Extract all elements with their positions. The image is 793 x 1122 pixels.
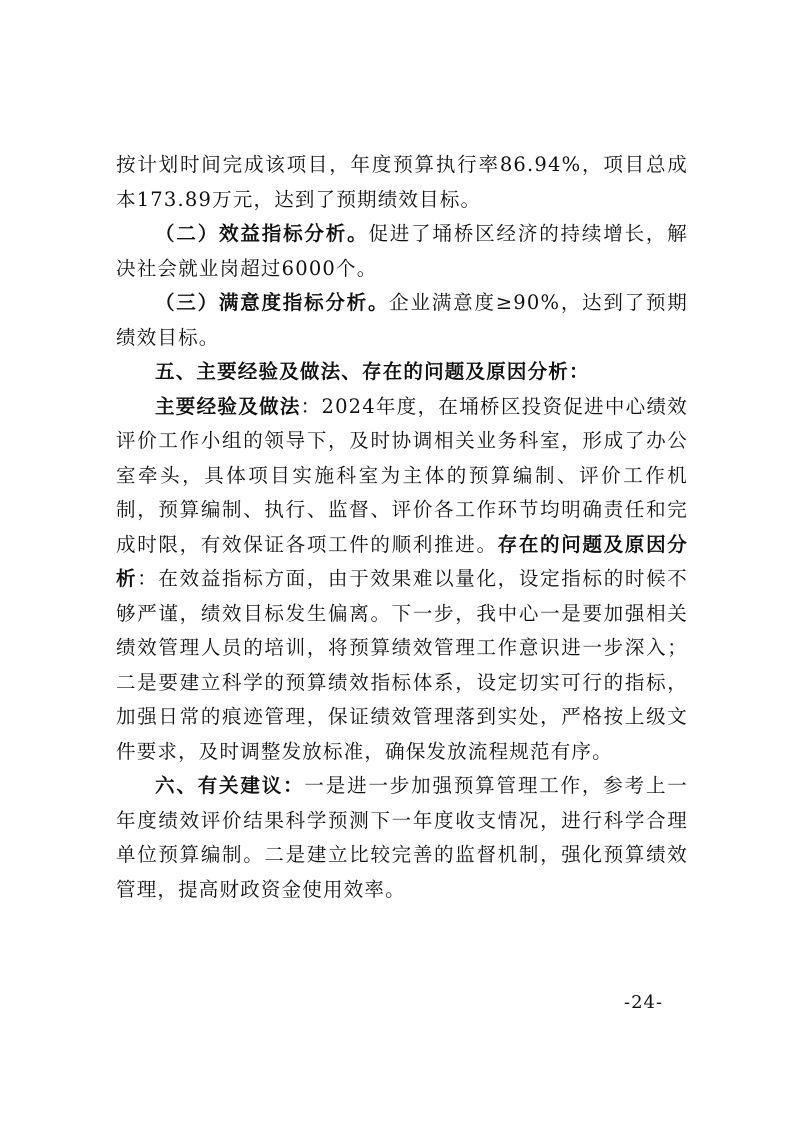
- paragraph-text: 按计划时间完成该项目，年度预算执行率86.94%，项目总成本173.89万元，达到了预期绩效目标。: [116, 153, 688, 211]
- document-body: [116, 148, 688, 907]
- paragraph-text: ：在效益指标方面，由于效果难以量化，设定指标的时候不够严谨，绩效目标发生偏离。下一步，我中心一是要加强相关绩效管理人员的培训，将预算绩效管理工作意识进一步深入；二是要建立科学的预算绩效指标体系，设定切实可行的指标，加强日常的痕迹管理，保证绩效管理落到实处，严格按上级文件要求，及时调整发放标准，确保发放流程规范有序。: [116, 567, 689, 763]
- paragraph-text: 企业满意度≥90%，达到了预期绩效目标。: [116, 291, 689, 349]
- section-heading-satisfaction: （三）满意度指标分析。: [155, 291, 390, 314]
- page-number: -24-: [624, 992, 664, 1013]
- subheading-problems: 存在的问题及原因分析: [116, 532, 688, 590]
- paragraph-benefit-analysis: [116, 217, 688, 286]
- paragraph-text: 促进了埇桥区经济的持续增长，解决社会就业岗超过6000个。: [116, 222, 688, 280]
- section-heading-suggestions: 六、有关建议：: [155, 774, 305, 797]
- paragraph-satisfaction-analysis: [116, 286, 688, 355]
- paragraph-text: ：2024年度，在埇桥区投资促进中心绩效评价工作小组的领导下，及时协调相关业务科室，形成了办公室牵头，具体项目实施科室为主体的预算编制、评价工作机制，预算编制、执行、监督、评价各工作环节均明确责任和完成时限，有效保证各项工件的顺利推进。: [116, 394, 688, 556]
- section-heading-experience: 五、主要经验及做法、存在的问题及原因分析：: [155, 360, 590, 383]
- section-five-heading: [116, 355, 688, 390]
- paragraph-experience-and-problems: [116, 390, 688, 770]
- subheading-experience: 主要经验及做法: [155, 394, 301, 418]
- paragraph-text: 一是进一步加强预算管理工作，参考上一年度绩效评价结果科学预测下一年度收支情况，进行科学合理单位预算编制。二是建立比较完善的监督机制，强化预算绩效管理，提高财政资金使用效率。: [116, 774, 688, 901]
- section-heading-benefit: （二）效益指标分析。: [155, 222, 369, 245]
- paragraph-suggestions: [116, 769, 688, 907]
- paragraph-budget-execution: [116, 148, 688, 217]
